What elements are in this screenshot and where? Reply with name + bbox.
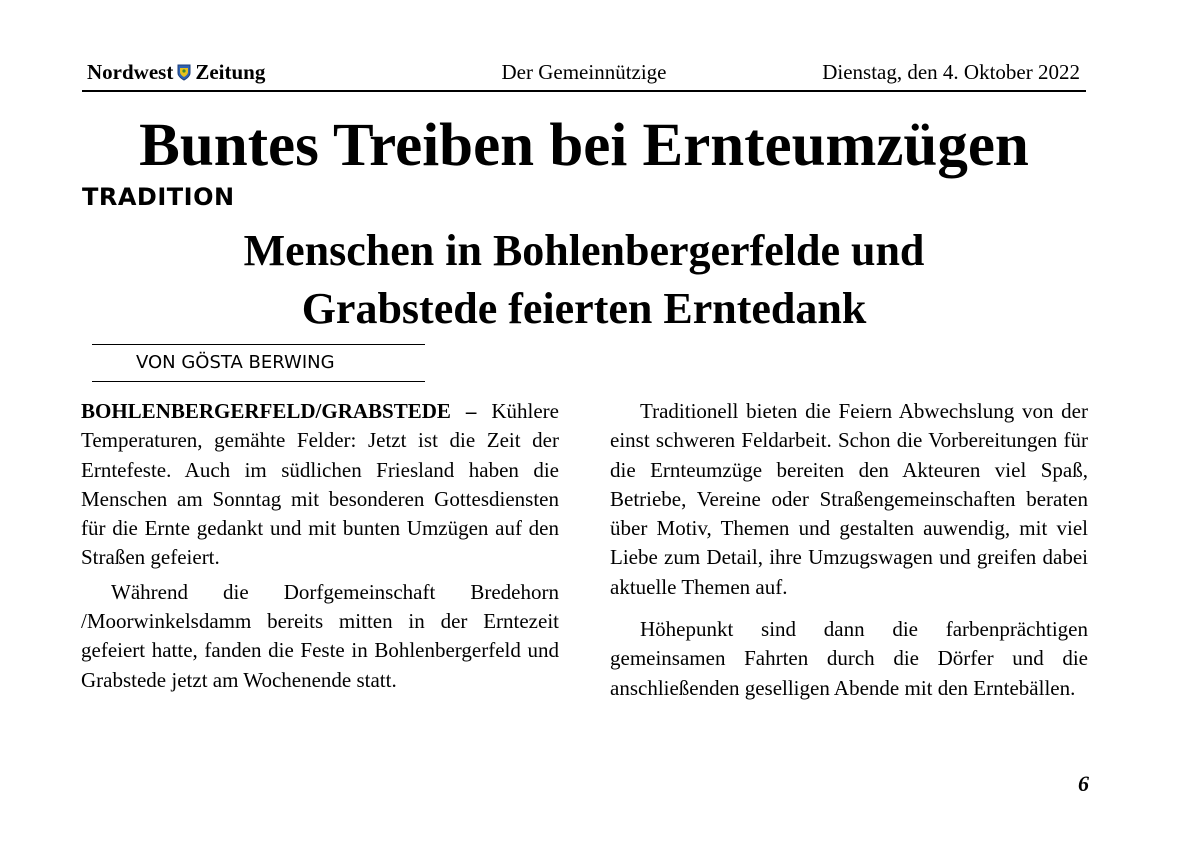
kicker: TRADITION bbox=[82, 183, 235, 211]
section-title: Der Gemeinnützige bbox=[501, 60, 667, 84]
paragraph-2: Während die Dorfgemeinschaft Bredehorn /Moorwinkelsdamm bereits mitten in der Erntezeit gefeiert hatte, fanden die Feste in Bohlenbergerfeld und Grabstede jetzt am Wochenende statt. bbox=[81, 579, 559, 692]
subheadline bbox=[82, 222, 1086, 338]
paragraph-1 bbox=[81, 397, 559, 573]
paragraph-1-text: Kühlere Temperaturen, gemähte Felder: Jetzt ist die Zeit der Erntefeste. Auch im südlichen Friesland haben die Menschen am Sonntag mit besonderen Gottesdiensten für die Ernte gedankt und mit bunten Umzügen auf den Straßen gefeiert. bbox=[81, 399, 559, 570]
dateline: BOHLENBERGERFELD/GRABSTEDE – bbox=[81, 399, 477, 423]
headline: Buntes Treiben bei Ernteumzügen bbox=[139, 112, 1029, 179]
subhead-line-2: Grabstede feierten Erntedank bbox=[301, 284, 867, 333]
paragraph-4: Höhepunkt sind dann die farbenprächtigen gemeinsamen Fahrten durch die Dörfer und die anschließenden geselligen Abende mit den Erntebällen. bbox=[610, 617, 1088, 700]
byline-rule-bottom bbox=[92, 381, 425, 382]
paragraph-3: Traditionell bieten die Feiern Abwechslung von der einst schweren Feldarbeit. Schon die Vorbereitungen für die Ernteumzüge bereiten den Akteuren viel Spaß, Betriebe, Vereine oder Straßengemeinschaften beraten über Motiv, Themen und gestalten auwendig, mit viel Liebe zum Detail, ihre Umzugswagen und greifen dabei aktuelle Themen auf. bbox=[610, 399, 1088, 599]
article-column-left bbox=[81, 397, 559, 695]
masthead bbox=[82, 58, 1086, 92]
brand-name-right: Zeitung bbox=[195, 60, 266, 84]
subhead-line-1: Menschen in Bohlenbergerfelde und bbox=[243, 226, 925, 275]
issue-date: Dienstag, den 4. Oktober 2022 bbox=[822, 60, 1080, 84]
brand-name-left: Nordwest bbox=[87, 60, 174, 84]
byline-rule-top bbox=[92, 344, 425, 345]
page-number: 6 bbox=[1078, 771, 1089, 796]
article-column-right bbox=[610, 397, 1088, 703]
byline: VON GÖSTA BERWING bbox=[136, 352, 335, 373]
